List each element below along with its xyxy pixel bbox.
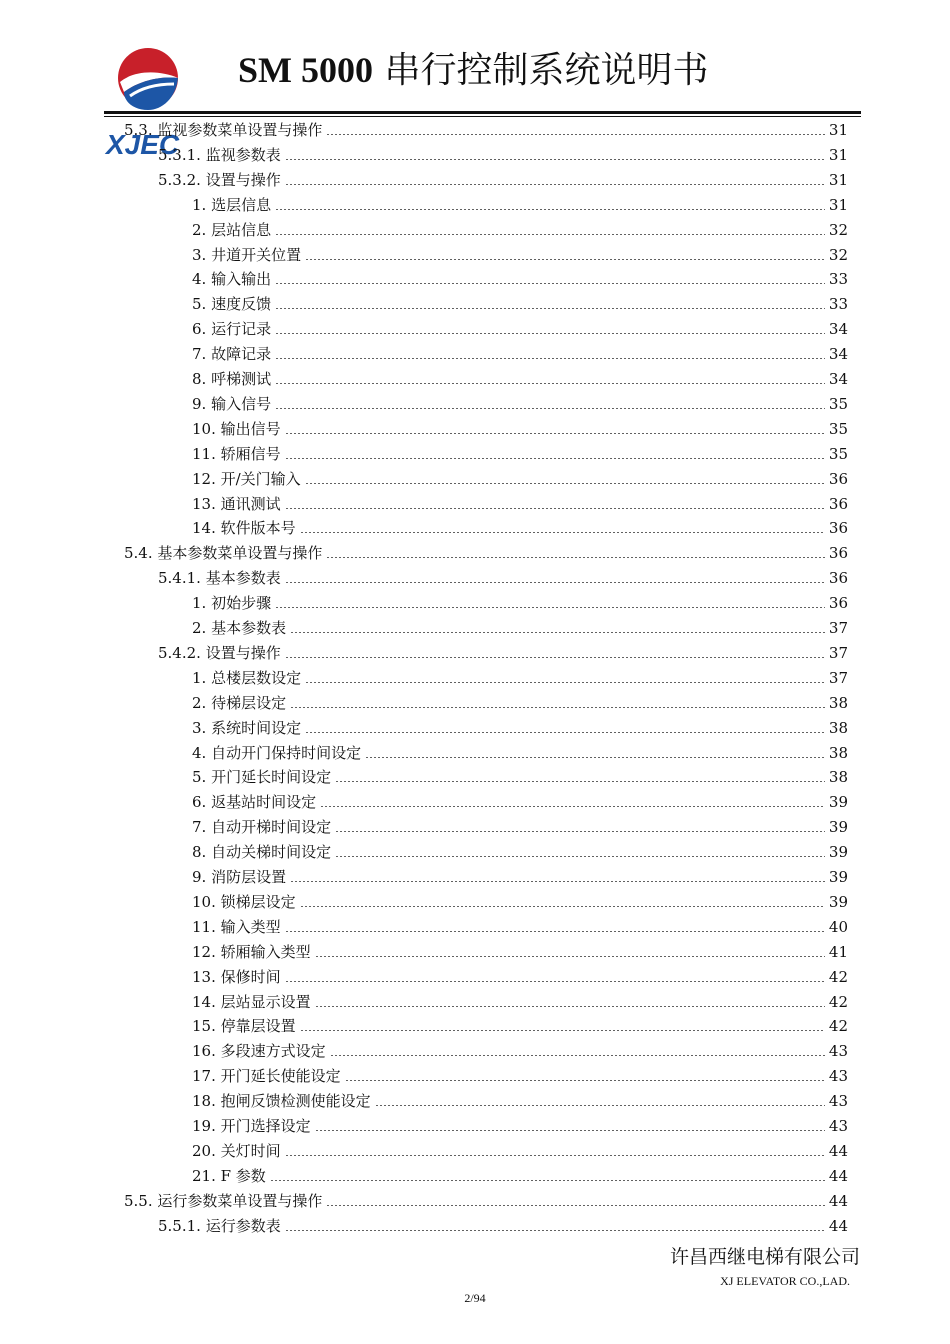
toc-entry-page: 36 xyxy=(828,519,848,538)
logo-text: XJEC xyxy=(106,129,180,160)
document-title-model: SM 5000 xyxy=(238,50,373,90)
toc-entry-label: 7. 故障记录 xyxy=(192,345,272,364)
toc-entry-page: 36 xyxy=(828,569,848,588)
toc-entry-label: 19. 开门选择设定 xyxy=(192,1117,311,1135)
toc-entry-label: 5.3. 监视参数菜单设置与操作 xyxy=(124,121,323,139)
toc-dot-leader xyxy=(300,906,825,907)
toc-entry[interactable] xyxy=(192,863,848,887)
toc-entry[interactable] xyxy=(192,490,848,514)
toc-entry-label: 9. 输入信号 xyxy=(192,394,272,413)
company-name-cn: 许昌西继电梯有限公司 xyxy=(669,1246,860,1268)
toc-entry[interactable] xyxy=(192,191,848,215)
toc-entry-label: 6. 返基站时间设定 xyxy=(192,793,317,812)
toc-dot-leader xyxy=(335,856,825,857)
toc-dot-leader xyxy=(275,209,825,210)
toc-entry[interactable] xyxy=(192,888,848,912)
toc-dot-leader xyxy=(320,806,825,807)
toc-entry[interactable] xyxy=(124,116,848,140)
toc-entry[interactable] xyxy=(192,1112,848,1136)
toc-entry[interactable] xyxy=(192,241,848,265)
toc-entry-page: 34 xyxy=(828,345,848,364)
toc-entry[interactable] xyxy=(192,589,848,613)
toc-entry[interactable] xyxy=(192,963,848,987)
toc-dot-leader xyxy=(275,308,825,309)
toc-entry-page: 32 xyxy=(828,245,848,264)
toc-entry[interactable] xyxy=(158,141,848,165)
toc-entry-label: 14. 软件版本号 xyxy=(192,519,296,538)
toc-entry[interactable] xyxy=(124,539,848,563)
toc-entry-page: 31 xyxy=(828,145,848,164)
toc-entry-page: 31 xyxy=(828,195,848,214)
toc-entry-page: 38 xyxy=(828,693,848,712)
toc-entry[interactable] xyxy=(192,1087,848,1111)
toc-entry-label: 21. F 参数 xyxy=(192,1166,266,1185)
toc-entry-page: 38 xyxy=(828,768,848,787)
toc-entry-label: 2. 层站信息 xyxy=(192,220,272,239)
toc-entry[interactable] xyxy=(158,639,848,663)
toc-entry-page: 36 xyxy=(828,469,848,488)
toc-dot-leader xyxy=(330,1055,825,1056)
toc-entry[interactable] xyxy=(192,664,848,688)
toc-dot-leader xyxy=(335,781,825,782)
toc-entry-page: 39 xyxy=(828,843,848,862)
toc-entry-label: 16. 多段速方式设定 xyxy=(192,1042,326,1061)
toc-entry-page: 44 xyxy=(828,1166,848,1185)
toc-entry-label: 10. 锁梯层设定 xyxy=(192,892,296,911)
toc-entry-page: 43 xyxy=(828,1092,848,1111)
toc-dot-leader xyxy=(285,1230,825,1231)
toc-entry-label: 5.4.2. 设置与操作 xyxy=(158,643,281,662)
toc-entry[interactable] xyxy=(192,614,848,638)
toc-entry[interactable] xyxy=(192,838,848,862)
toc-dot-leader xyxy=(275,383,825,384)
toc-entry-label: 5. 速度反馈 xyxy=(192,295,272,314)
toc-entry[interactable] xyxy=(192,415,848,439)
toc-entry[interactable] xyxy=(192,1137,848,1161)
toc-entry-label: 15. 停靠层设置 xyxy=(192,1017,296,1036)
toc-dot-leader xyxy=(275,333,825,334)
header-rule xyxy=(104,111,861,114)
toc-entry-page: 43 xyxy=(828,1117,848,1135)
toc-dot-leader xyxy=(285,458,825,459)
toc-entry-page: 43 xyxy=(828,1067,848,1086)
toc-entry[interactable] xyxy=(192,739,848,763)
toc-dot-leader xyxy=(285,657,825,658)
toc-entry-label: 2. 基本参数表 xyxy=(192,619,287,637)
company-name-en: XJ ELEVATOR CO.,LAD. xyxy=(720,1274,850,1288)
toc-dot-leader xyxy=(365,757,825,758)
toc-dot-leader xyxy=(285,582,825,583)
toc-entry[interactable] xyxy=(192,265,848,289)
toc-dot-leader xyxy=(270,1180,825,1181)
toc-entry[interactable] xyxy=(158,564,848,588)
toc-entry-page: 39 xyxy=(828,793,848,812)
toc-entry-label: 14. 层站显示设置 xyxy=(192,992,311,1011)
toc-entry-page: 36 xyxy=(828,594,848,613)
toc-entry[interactable] xyxy=(192,290,848,314)
toc-entry-page: 39 xyxy=(828,818,848,837)
toc-entry-page: 38 xyxy=(828,743,848,762)
toc-entry-page: 44 xyxy=(828,1216,848,1235)
toc-entry-page: 31 xyxy=(828,121,848,139)
toc-entry-label: 1. 选层信息 xyxy=(192,195,272,214)
toc-entry[interactable] xyxy=(192,813,848,837)
toc-dot-leader xyxy=(300,532,825,533)
toc-entry[interactable] xyxy=(192,938,848,962)
toc-dot-leader xyxy=(315,1006,825,1007)
toc-entry-page: 43 xyxy=(828,1042,848,1061)
toc-entry-label: 7. 自动开梯时间设定 xyxy=(192,818,332,837)
toc-entry-label: 5.3.2. 设置与操作 xyxy=(158,170,281,189)
toc-entry-page: 42 xyxy=(828,992,848,1011)
toc-entry-page: 37 xyxy=(828,668,848,687)
toc-entry-label: 3. 井道开关位置 xyxy=(192,245,302,264)
toc-dot-leader xyxy=(305,732,825,733)
toc-entry-page: 36 xyxy=(828,544,848,563)
toc-entry[interactable] xyxy=(192,514,848,538)
toc-dot-leader xyxy=(275,607,825,608)
toc-entry[interactable] xyxy=(158,166,848,190)
toc-entry-label: 5.5. 运行参数菜单设置与操作 xyxy=(124,1191,323,1210)
toc-entry[interactable] xyxy=(124,1187,848,1211)
toc-dot-leader xyxy=(335,831,825,832)
toc-entry[interactable] xyxy=(192,913,848,937)
toc-entry[interactable] xyxy=(192,365,848,389)
toc-dot-leader xyxy=(290,707,825,708)
toc-dot-leader xyxy=(305,483,825,484)
toc-dot-leader xyxy=(285,508,825,509)
toc-dot-leader xyxy=(285,931,825,932)
toc-entry-page: 42 xyxy=(828,967,848,986)
toc-entry-label: 12. 轿厢输入类型 xyxy=(192,942,311,961)
toc-entry-page: 41 xyxy=(828,942,848,961)
toc-entry-label: 11. 输入类型 xyxy=(192,917,281,936)
toc-dot-leader xyxy=(285,1155,825,1156)
toc-entry[interactable] xyxy=(192,1012,848,1036)
toc-entry-label: 2. 待梯层设定 xyxy=(192,693,287,712)
toc-dot-leader xyxy=(275,408,825,409)
page-number: 2/94 xyxy=(464,1291,486,1305)
toc-entry-page: 37 xyxy=(828,619,848,637)
toc-dot-leader xyxy=(305,682,825,683)
toc-entry-label: 5.4.1. 基本参数表 xyxy=(158,569,281,588)
toc-entry-page: 44 xyxy=(828,1141,848,1160)
toc-entry-label: 13. 保修时间 xyxy=(192,967,281,986)
toc-entry[interactable] xyxy=(192,315,848,339)
toc-dot-leader xyxy=(275,283,825,284)
toc-entry-label: 9. 消防层设置 xyxy=(192,868,287,886)
toc-entry-label: 5.5.1. 运行参数表 xyxy=(158,1216,281,1235)
toc-entry[interactable] xyxy=(192,1062,848,1086)
toc-dot-leader xyxy=(290,632,825,633)
toc-dot-leader xyxy=(285,981,825,982)
toc-entry-page: 34 xyxy=(828,370,848,388)
toc-entry-page: 33 xyxy=(828,270,848,289)
toc-entry-label: 11. 轿厢信号 xyxy=(192,444,281,463)
toc-dot-leader xyxy=(285,159,825,160)
toc-entry-page: 42 xyxy=(828,1017,848,1036)
toc-entry-label: 3. 系统时间设定 xyxy=(192,718,302,737)
toc-entry-label: 1. 总楼层数设定 xyxy=(192,668,302,687)
toc-dot-leader xyxy=(305,259,825,260)
toc-entry-label: 4. 自动开门保持时间设定 xyxy=(192,743,362,762)
toc-entry-page: 39 xyxy=(828,868,848,886)
toc-dot-leader xyxy=(375,1105,825,1106)
toc-entry-label: 8. 自动关梯时间设定 xyxy=(192,843,332,862)
toc-entry[interactable] xyxy=(192,714,848,738)
toc-entry-page: 34 xyxy=(828,320,848,339)
document-title-cn: 串行控制系统说明书 xyxy=(384,50,709,91)
toc-dot-leader xyxy=(326,1205,825,1206)
toc-entry-label: 5.3.1. 监视参数表 xyxy=(158,145,281,164)
toc-entry[interactable] xyxy=(192,763,848,787)
toc-entry-page: 33 xyxy=(828,295,848,314)
toc-dot-leader xyxy=(290,881,825,882)
toc-entry-page: 39 xyxy=(828,892,848,911)
toc-entry[interactable] xyxy=(192,689,848,713)
toc-entry[interactable] xyxy=(192,340,848,364)
toc-entry-page: 35 xyxy=(828,419,848,438)
toc-entry-label: 6. 运行记录 xyxy=(192,320,272,339)
toc-entry-label: 5. 开门延长时间设定 xyxy=(192,768,332,787)
toc-dot-leader xyxy=(275,234,825,235)
toc-entry-label: 17. 开门延长使能设定 xyxy=(192,1067,341,1086)
toc-dot-leader xyxy=(345,1080,825,1081)
toc-entry-label: 12. 开/关门输入 xyxy=(192,469,301,488)
toc-dot-leader xyxy=(300,1030,825,1031)
toc-entry-page: 32 xyxy=(828,220,848,239)
toc-entry-label: 20. 关灯时间 xyxy=(192,1141,281,1160)
document-title xyxy=(238,46,708,95)
toc-dot-leader xyxy=(326,557,825,558)
toc-entry-label: 4. 输入输出 xyxy=(192,270,272,289)
toc-entry[interactable] xyxy=(192,465,848,489)
toc-entry-page: 38 xyxy=(828,718,848,737)
toc-entry-label: 8. 呼梯测试 xyxy=(192,370,272,388)
toc-entry[interactable] xyxy=(192,788,848,812)
toc-entry-page: 35 xyxy=(828,444,848,463)
toc-entry[interactable] xyxy=(192,390,848,414)
toc-entry-page: 40 xyxy=(828,917,848,936)
toc-entry[interactable] xyxy=(192,1162,848,1186)
toc-entry[interactable] xyxy=(192,440,848,464)
toc-entry-label: 18. 抱闸反馈检测使能设定 xyxy=(192,1092,371,1111)
toc-entry[interactable] xyxy=(192,988,848,1012)
toc-entry-label: 5.4. 基本参数菜单设置与操作 xyxy=(124,544,323,563)
toc-entry-page: 44 xyxy=(828,1191,848,1210)
toc-dot-leader xyxy=(285,433,825,434)
toc-dot-leader xyxy=(315,956,825,957)
toc-entry[interactable] xyxy=(192,216,848,240)
toc-entry-label: 13. 通讯测试 xyxy=(192,494,281,513)
toc-entry-label: 10. 输出信号 xyxy=(192,419,281,438)
toc-dot-leader xyxy=(326,134,825,135)
toc-dot-leader xyxy=(275,358,825,359)
toc-entry-page: 31 xyxy=(828,170,848,189)
toc-entry-label: 1. 初始步骤 xyxy=(192,594,272,613)
toc-dot-leader xyxy=(315,1130,825,1131)
toc-entry-page: 36 xyxy=(828,494,848,513)
toc-entry-page: 37 xyxy=(828,643,848,662)
toc-dot-leader xyxy=(285,184,825,185)
toc-entry[interactable] xyxy=(158,1212,848,1236)
toc-entry-page: 35 xyxy=(828,394,848,413)
toc-entry[interactable] xyxy=(192,1037,848,1061)
